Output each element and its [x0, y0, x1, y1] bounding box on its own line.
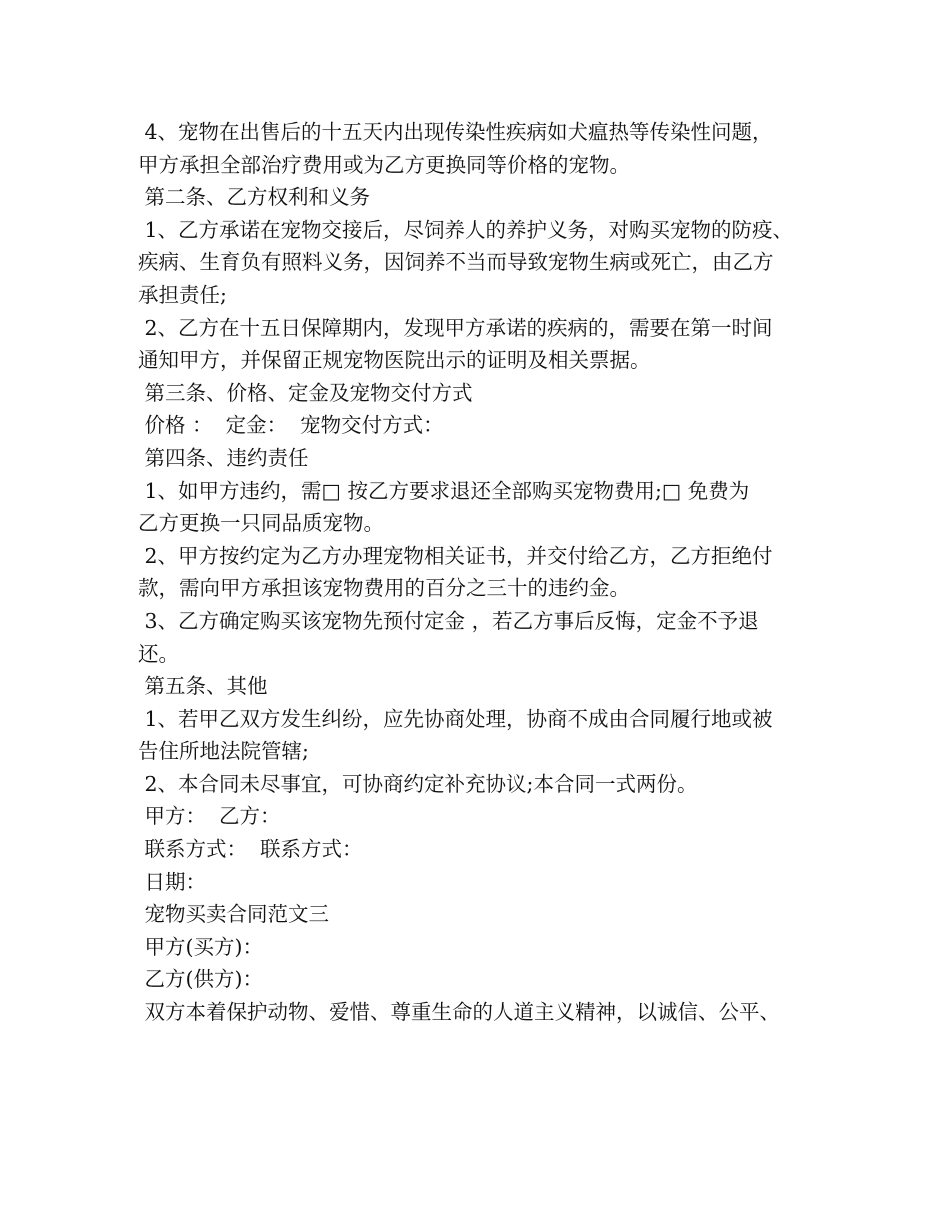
clause-4-line-2: 甲方承担全部治疗费用或为乙方更换同等价格的宠物。 — [138, 152, 630, 177]
article-2-item-1-line-2: 疾病、生育负有照料义务，因饲养不当而导致宠物生病或死亡，由乙方 — [138, 250, 774, 275]
article-2-item-2-line-2: 通知甲方，并保留正规宠物医院出示的证明及相关票据。 — [138, 348, 651, 373]
article-2-item-2-line-1: 2、乙方在十五日保障期内，发现甲方承诺的疾病的，需要在第一时间 — [138, 315, 773, 340]
article-5-item-1-line-2: 告住所地法院管辖; — [138, 739, 309, 764]
article-4-item-3-line-2: 还。 — [138, 641, 179, 666]
article-4-item-2-line-2: 款，需向甲方承担该宠物费用的百分之三十的违约金。 — [138, 576, 630, 601]
price-deposit-delivery-line: 价格 ： 定金： 宠物交付方式： — [138, 413, 444, 438]
article-4-item-3-line-1: 3、乙方确定购买该宠物先预付定金 ，若乙方事后反悔，定金不予退 — [138, 608, 759, 633]
section-title-sample-3: 宠物买卖合同范文三 — [138, 902, 330, 927]
article-5-item-1-line-1: 1、若甲乙双方发生纠纷，应先协商处理，协商不成由合同履行地或被 — [138, 706, 773, 731]
article-5-heading: 第五条、其他 — [138, 674, 268, 699]
article-4-heading: 第四条、违约责任 — [138, 445, 309, 470]
date-line: 日期： — [138, 869, 207, 894]
party-a-buyer-line: 甲方(买方)： — [138, 934, 264, 959]
article-3-heading: 第三条、价格、定金及宠物交付方式 — [138, 380, 473, 405]
article-5-item-2: 2、本合同未尽事宜，可协商约定补充协议;本合同一式两份。 — [138, 771, 698, 796]
contact-line: 联系方式： 联系方式： — [138, 837, 363, 862]
article-2-item-1-line-1: 1、乙方承诺在宠物交接后，尽饲养人的养护义务，对购买宠物的防疫、 — [138, 217, 794, 242]
article-2-item-1-line-3: 承担责任; — [138, 282, 227, 307]
article-2-heading: 第二条、乙方权利和义务 — [138, 185, 371, 210]
article-4-item-1-line-2: 乙方更换一只同品质宠物。 — [138, 511, 384, 536]
document-body — [138, 116, 828, 1029]
party-b-supplier-line: 乙方(供方)： — [138, 967, 264, 992]
preamble-line: 双方本着保护动物、爱惜、尊重生命的人道主义精神，以诚信、公平、 — [138, 1000, 781, 1025]
article-4-item-1-line-1: 1、如甲方违约，需□ 按乙方要求退还全部购买宠物费用;□ 免费为 — [138, 478, 750, 503]
clause-4-line-1: 4、宠物在出售后的十五天内出现传染性疾病如犬瘟热等传染性问题， — [138, 120, 773, 144]
party-signature-line: 甲方： 乙方： — [138, 804, 281, 829]
article-4-item-2-line-1: 2、甲方按约定为乙方办理宠物相关证书，并交付给乙方，乙方拒绝付 — [138, 543, 773, 568]
